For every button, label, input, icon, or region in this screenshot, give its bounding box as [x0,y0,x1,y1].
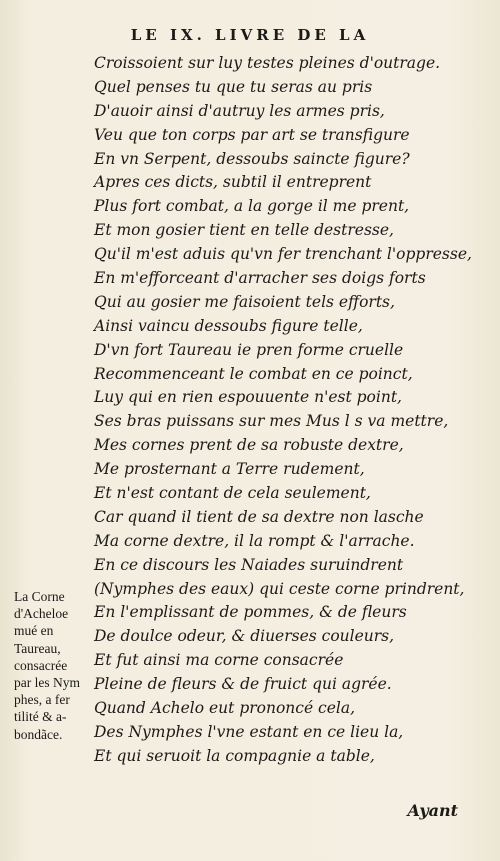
margin-note-line: La Corne [14,589,65,604]
margin-note-line: bondãce. [14,726,63,742]
marginal-note [14,588,96,743]
verse-line: En vn Serpent, dessoubs saincte figure? [94,149,410,168]
margin-note-line: mué en [14,623,54,639]
verse-line: Car quand il tient de sa dextre non lasche [94,507,424,526]
margin-note-line: tilité & a- [14,709,67,725]
verse-line: Veu que ton corps par art se transfigure [94,125,410,144]
verse-line: Apres ces dicts, subtil il entreprent [94,173,372,192]
verse-line: De doulce odeur, & diuerses couleurs, [94,627,395,646]
verse-line: Qui au gosier me faisoient tels efforts, [94,292,395,311]
verse-line: Pleine de fleurs & de fruict qui agrée. [94,675,392,694]
verse-line: Recommenceant le combat en ce poinct, [94,364,413,383]
verse-line: Qu'il m'est aduis qu'vn fer trenchant l'oppresse, [94,245,472,264]
verse-line: Ma corne dextre, il la rompt & l'arrache. [94,531,415,550]
verse-line: D'vn fort Taureau ie pren forme cruelle [94,340,404,359]
verse-line: D'auoir ainsi d'autruy les armes pris, [94,101,385,120]
margin-note-line: par les Nym [14,675,80,691]
verse-line: Et mon gosier tient en telle destresse, [94,221,394,240]
margin-note-line: d'Acheloe [14,606,69,622]
verse-line: Ses bras puissans sur mes Mus l s va mettre, [94,412,449,431]
verse-line: Des Nymphes l'vne estant en ce lieu la, [94,722,404,741]
verse-line: Quel penses tu que tu seras au pris [94,77,373,96]
verse-line: En m'efforceant d'arracher ses doigs forts [94,269,426,288]
verse-line: En l'emplissant de pommes, & de fleurs [94,603,407,622]
verse-line: En ce discours les Naiades suruindrent [94,555,404,574]
verse-line: Luy qui en rien espouuente n'est point, [94,388,402,407]
verse-line: Quand Achelo eut prononcé cela, [94,699,356,718]
verse-line: Mes cornes prent de sa robuste dextre, [94,436,404,455]
verse-line: Et n'est contant de cela seulement, [94,484,371,503]
catchword: Ayant [407,801,458,820]
margin-note-line: consacrée [14,657,68,673]
verse-line: Plus fort combat, a la gorge il me prent, [94,197,410,216]
verse-line: Me prosternant a Terre rudement, [94,460,365,479]
margin-note-line: Taureau, [14,640,61,656]
verse-text-block [94,52,494,769]
margin-note-line: phes, a fer [14,692,70,708]
verse-line: Et fut ainsi ma corne consacrée [94,651,344,670]
running-head: LE IX. LIVRE DE LA [130,26,370,44]
verse-line: Et qui seruoit la compagnie a table, [94,746,375,765]
verse-line: (Nymphes des eaux) qui ceste corne prindrent, [94,579,465,598]
verse-line: Croissoient sur luy testes pleines d'outrage. [94,54,441,72]
verse-line: Ainsi vaincu dessoubs figure telle, [94,316,363,335]
